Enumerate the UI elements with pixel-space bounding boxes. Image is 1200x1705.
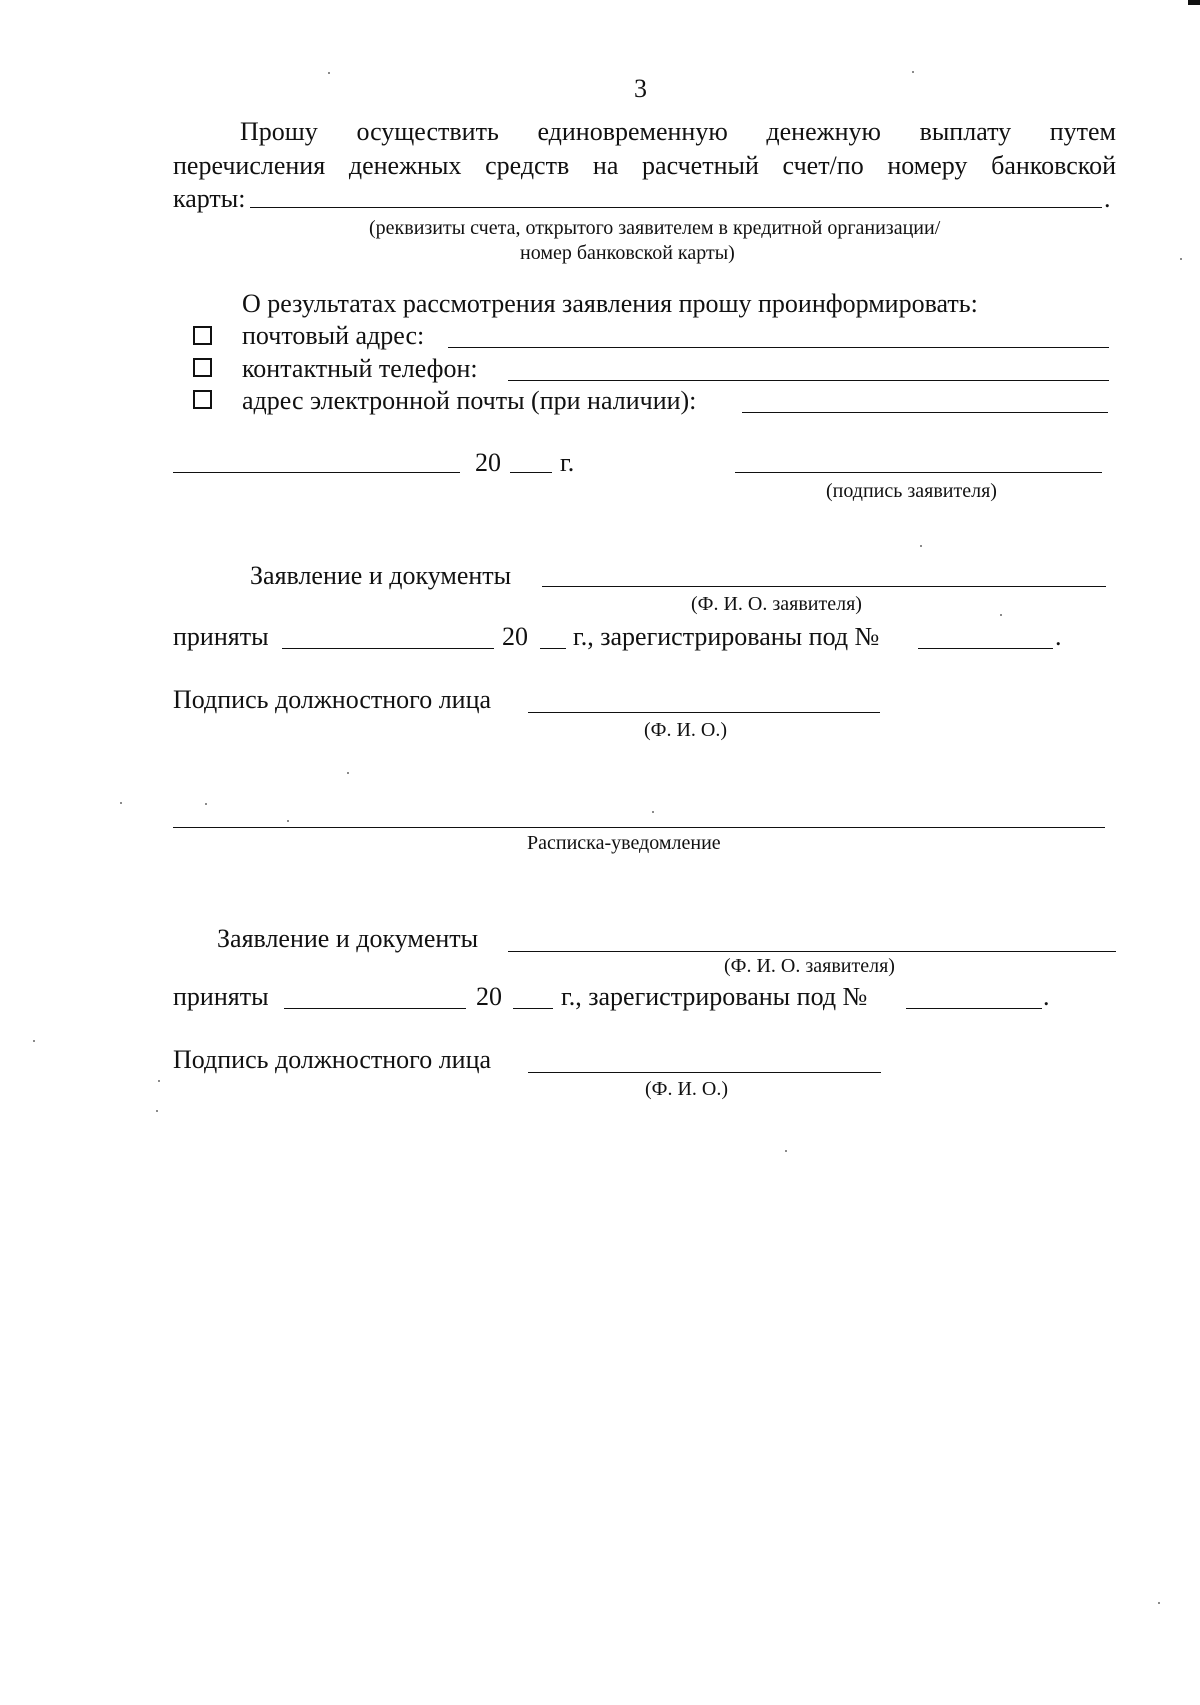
receipt-year-field[interactable]	[513, 1008, 553, 1009]
scan-speck	[328, 72, 330, 74]
scan-speck	[120, 802, 122, 804]
postal-address-checkbox[interactable]	[193, 326, 212, 345]
scan-speck	[287, 820, 289, 822]
payment-request-line2: перечисления денежных средств на расчетный счет/по номеру банковской	[173, 151, 1116, 180]
scan-speck	[1000, 614, 1002, 616]
scan-speck	[205, 803, 207, 805]
postal-address-label: почтовый адрес:	[242, 321, 425, 350]
receipt-accepted-label: приняты	[173, 982, 269, 1011]
receipt-registered-line-end: .	[1043, 982, 1050, 1011]
tear-off-divider	[173, 827, 1105, 828]
documents-label: Заявление и документы	[250, 561, 512, 590]
official-fio-caption: (Ф. И. О.)	[644, 719, 728, 741]
receipt-accepted-date-field[interactable]	[284, 1008, 466, 1009]
scan-speck	[33, 1040, 35, 1042]
payment-request-line1: Прошу осуществить единовременную денежную выплату путем	[240, 117, 1116, 146]
accepted-label: приняты	[173, 622, 269, 651]
receipt-official-fio-caption: (Ф. И. О.)	[645, 1078, 729, 1100]
card-line-end: .	[1104, 184, 1111, 213]
email-checkbox[interactable]	[193, 390, 212, 409]
scan-speck	[347, 772, 349, 774]
scan-speck	[652, 811, 654, 813]
scan-speck	[912, 71, 914, 73]
card-label: карты:	[173, 184, 246, 213]
email-field[interactable]	[742, 412, 1108, 413]
scan-edge-mark	[1188, 0, 1200, 5]
notify-intro: О результатах рассмотрения заявления прошу проинформировать:	[242, 289, 978, 318]
accepted-year-field[interactable]	[540, 648, 566, 649]
receipt-applicant-fio-caption: (Ф. И. О. заявителя)	[724, 955, 895, 977]
applicant-fio-caption: (Ф. И. О. заявителя)	[691, 593, 862, 615]
registered-line-end: .	[1055, 622, 1062, 651]
scan-speck	[920, 545, 922, 547]
receipt-applicant-fio-field[interactable]	[508, 951, 1116, 952]
scan-speck	[1180, 258, 1182, 260]
account-caption-line1: (реквизиты счета, открытого заявителем в кредитной организации/	[369, 217, 941, 239]
receipt-official-sign-label: Подпись должностного лица	[173, 1045, 492, 1074]
registered-label: г., зарегистрированы под №	[573, 622, 880, 651]
date-year-prefix: 20	[475, 448, 501, 477]
receipt-year-prefix: 20	[476, 982, 502, 1011]
phone-field[interactable]	[508, 380, 1109, 381]
scan-speck	[158, 1080, 160, 1082]
official-signature-field[interactable]	[528, 712, 880, 713]
accepted-year-prefix: 20	[502, 622, 528, 651]
accepted-date-field[interactable]	[282, 648, 494, 649]
receipt-official-signature-field[interactable]	[528, 1072, 881, 1073]
phone-checkbox[interactable]	[193, 358, 212, 377]
receipt-registered-label: г., зарегистрированы под №	[561, 982, 868, 1011]
scan-speck	[785, 1150, 787, 1152]
account-details-field[interactable]	[250, 207, 1102, 208]
receipt-registration-number-field[interactable]	[906, 1008, 1042, 1009]
postal-address-field[interactable]	[448, 347, 1109, 348]
page-number: 3	[634, 74, 647, 103]
scan-speck	[156, 1110, 158, 1112]
scan-speck	[1158, 1602, 1160, 1604]
official-sign-label: Подпись должностного лица	[173, 685, 492, 714]
date-year-field[interactable]	[510, 472, 552, 473]
date-year-suffix: г.	[560, 448, 575, 477]
receipt-documents-label: Заявление и документы	[217, 924, 479, 953]
applicant-fio-field[interactable]	[542, 586, 1106, 587]
account-caption-line2: номер банковской карты)	[520, 242, 735, 264]
email-label: адрес электронной почты (при наличии):	[242, 386, 697, 415]
receipt-title: Расписка-уведомление	[527, 832, 721, 854]
phone-label: контактный телефон:	[242, 354, 478, 383]
registration-number-field[interactable]	[918, 648, 1053, 649]
date-field[interactable]	[173, 472, 460, 473]
applicant-signature-field[interactable]	[735, 472, 1102, 473]
signature-caption: (подпись заявителя)	[826, 480, 997, 502]
